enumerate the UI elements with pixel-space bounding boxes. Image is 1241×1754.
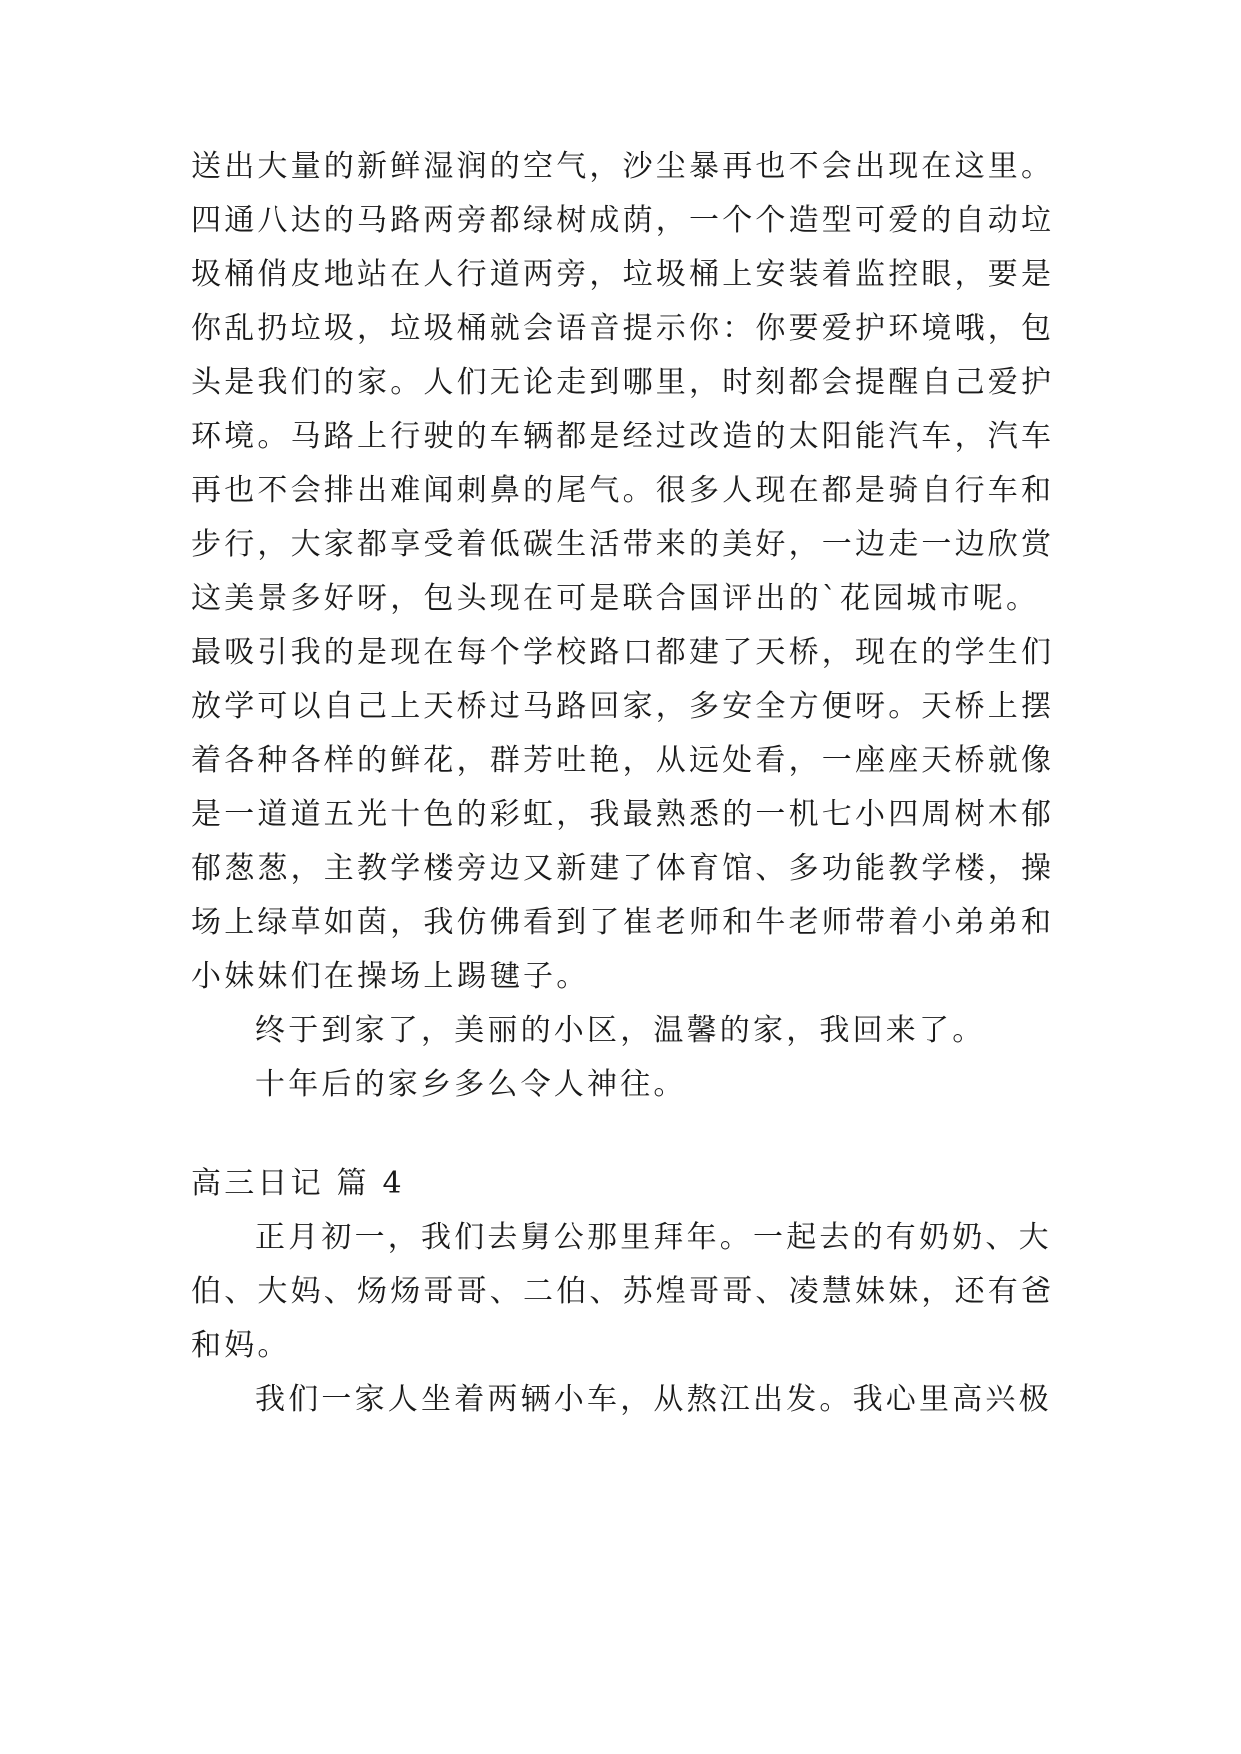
paragraph-line: 我们一家人坐着两辆小车，从熬江出发。我心里高兴极 bbox=[255, 1382, 1052, 1417]
body-text-line: 着各种各样的鲜花，群芳吐艳，从远处看，一座座天桥就像 bbox=[191, 743, 1055, 778]
body-text-line: 头是我们的家。人们无论走到哪里，时刻都会提醒自己爱护 bbox=[191, 365, 1055, 400]
body-text-line: 四通八达的马路两旁都绿树成荫，一个个造型可爱的自动垃 bbox=[191, 203, 1055, 238]
section-heading: 高三日记 篇 4 bbox=[191, 1166, 405, 1201]
body-text-line: 你乱扔垃圾，垃圾桶就会语音提示你：你要爱护环境哦，包 bbox=[191, 311, 1055, 346]
body-text-line: 环境。马路上行驶的车辆都是经过改造的太阳能汽车，汽车 bbox=[191, 419, 1055, 454]
body-text-line: 是一道道五光十色的彩虹，我最熟悉的一机七小四周树木郁 bbox=[191, 797, 1055, 832]
paragraph-line: 十年后的家乡多么令人神往。 bbox=[255, 1067, 687, 1102]
paragraph-line: 终于到家了，美丽的小区，温馨的家，我回来了。 bbox=[255, 1013, 986, 1048]
body-text-line: 小妹妹们在操场上踢毽子。 bbox=[191, 959, 590, 994]
body-text-line: 场上绿草如茵，我仿佛看到了崔老师和牛老师带着小弟弟和 bbox=[191, 905, 1055, 940]
body-text-line: 郁葱葱，主教学楼旁边又新建了体育馆、多功能教学楼，操 bbox=[191, 851, 1055, 886]
body-text-line: 再也不会排出难闻刺鼻的尾气。很多人现在都是骑自行车和 bbox=[191, 473, 1055, 508]
body-text-line: 圾桶俏皮地站在人行道两旁，垃圾桶上安装着监控眼，要是 bbox=[191, 257, 1055, 292]
body-text-line: 最吸引我的是现在每个学校路口都建了天桥，现在的学生们 bbox=[191, 635, 1055, 670]
body-text-line: 和妈。 bbox=[191, 1328, 291, 1363]
body-text-line: 放学可以自己上天桥过马路回家，多安全方便呀。天桥上摆 bbox=[191, 689, 1055, 724]
body-text-line: 步行，大家都享受着低碳生活带来的美好，一边走一边欣赏 bbox=[191, 527, 1055, 562]
body-text-line: 送出大量的新鲜湿润的空气，沙尘暴再也不会出现在这里。 bbox=[191, 149, 1055, 184]
body-text-line: 这美景多好呀，包头现在可是联合国评出的`花园城市呢。 bbox=[191, 581, 1040, 616]
paragraph-line: 正月初一，我们去舅公那里拜年。一起去的有奶奶、大 bbox=[255, 1220, 1052, 1255]
body-text-line: 伯、大妈、炀炀哥哥、二伯、苏煌哥哥、凌慧妹妹，还有爸 bbox=[191, 1274, 1055, 1309]
